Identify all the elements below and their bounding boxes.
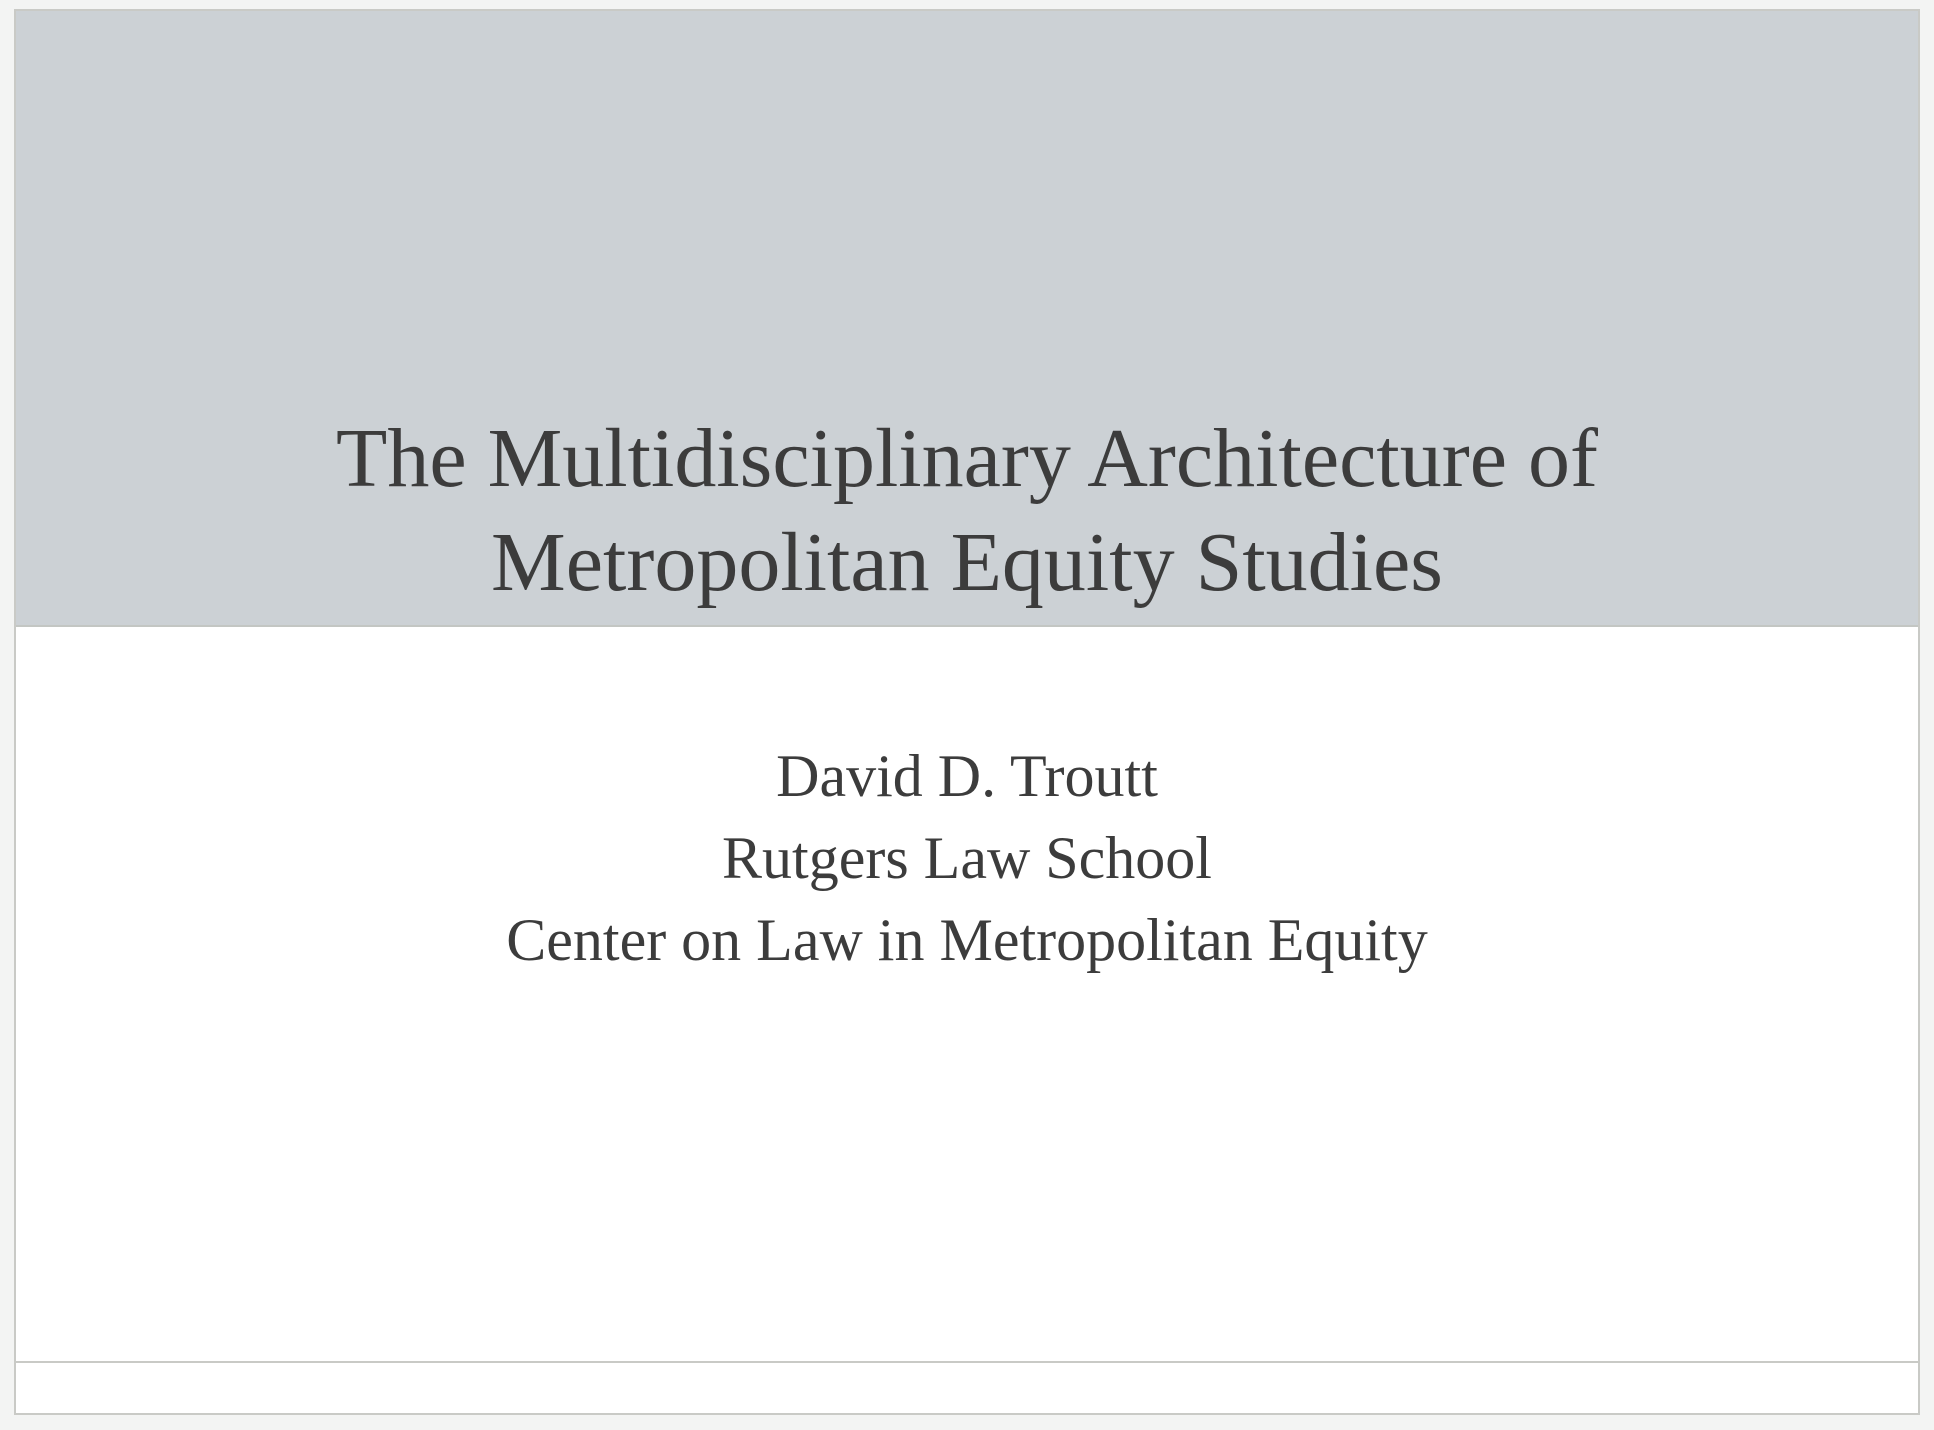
slide-title (16, 407, 1918, 615)
slide (14, 9, 1920, 1415)
center-name: Center on Law in Metropolitan Equity (506, 907, 1428, 973)
footer-divider (16, 1361, 1918, 1363)
author-name: David D. Troutt (776, 743, 1158, 809)
slide-title-line: Metropolitan Equity Studies (491, 516, 1443, 609)
title-band (16, 11, 1918, 627)
institution-name: Rutgers Law School (722, 825, 1212, 891)
slide-title-line: The Multidisciplinary Architecture of (336, 412, 1598, 505)
slide-subtitle (16, 735, 1918, 981)
